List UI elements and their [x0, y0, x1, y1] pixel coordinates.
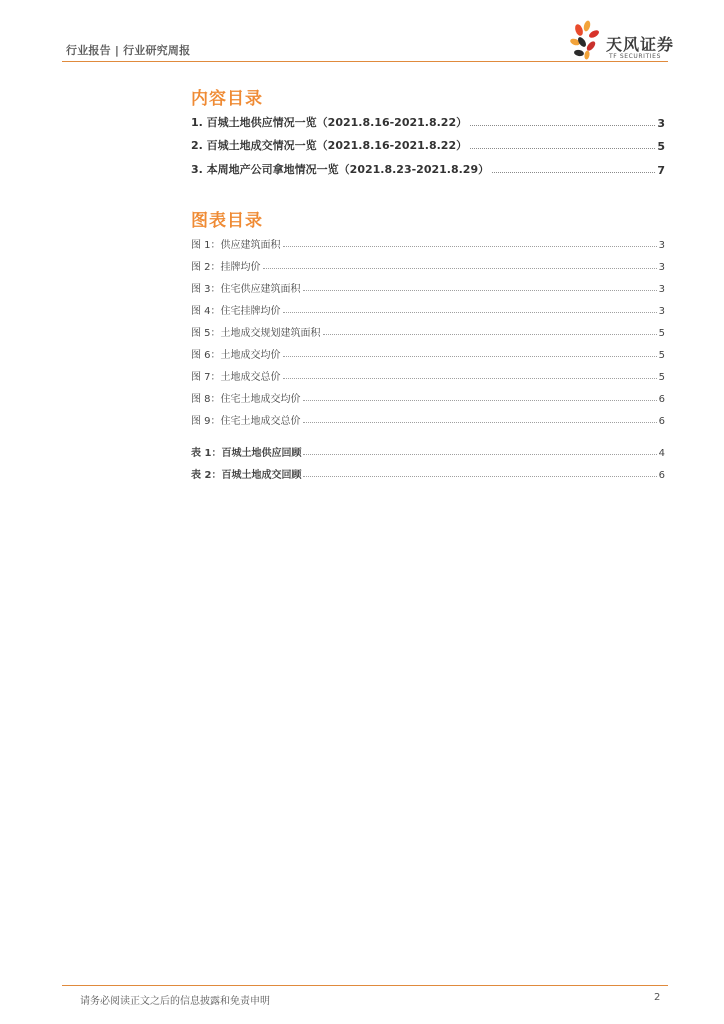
toc-entry-page: 5 [657, 140, 665, 153]
figure-entry-label: 图 9：住宅土地成交总价 [191, 416, 301, 427]
dot-leader [303, 289, 657, 291]
figure-entry-page: 6 [658, 394, 665, 405]
figure-entry-page: 5 [658, 372, 665, 383]
figure-entry-page: 5 [658, 350, 665, 361]
figure-entry[interactable] [191, 295, 665, 317]
dot-leader [492, 171, 655, 173]
figure-entry-page: 5 [658, 328, 665, 339]
toc-entry[interactable] [191, 130, 665, 154]
toc-entry-label: 1. 百城土地供应情况一览（2021.8.16-2021.8.22） [191, 115, 468, 129]
brand-name: 天风证券 [606, 35, 675, 54]
dot-leader [470, 147, 655, 149]
header-divider [62, 61, 668, 62]
figure-entry-label: 图 1：供应建筑面积 [191, 240, 281, 251]
figure-entry-page: 3 [658, 262, 665, 273]
tables-list [191, 437, 665, 481]
contents-list [191, 106, 665, 177]
flower-logo-icon [569, 20, 605, 60]
dot-leader [303, 421, 657, 423]
figure-entry-label: 图 7：土地成交总价 [191, 372, 281, 383]
table-entry-label: 表 1：百城土地供应回顾 [191, 448, 302, 459]
figure-entry[interactable] [191, 339, 665, 361]
figure-entry-label: 图 5：土地成交规划建筑面积 [191, 328, 321, 339]
dot-leader [263, 267, 657, 269]
figure-entry[interactable] [191, 229, 665, 251]
table-entry-page: 4 [658, 448, 665, 459]
table-entry-label: 表 2：百城土地成交回顾 [191, 470, 302, 481]
contents-title: 内容目录 [191, 89, 263, 109]
brand-logo [569, 20, 679, 60]
dot-leader [303, 475, 656, 477]
toc-entry-label: 3. 本周地产公司拿地情况一览（2021.8.23-2021.8.29） [191, 162, 490, 176]
figures-list [191, 229, 665, 427]
figure-entry-label: 图 2：挂牌均价 [191, 262, 261, 273]
dot-leader [303, 399, 657, 401]
figures-title: 图表目录 [191, 211, 263, 231]
figure-entry-label: 图 4：住宅挂牌均价 [191, 306, 281, 317]
dot-leader [283, 377, 657, 379]
figure-entry[interactable] [191, 405, 665, 427]
figure-entry[interactable] [191, 361, 665, 383]
table-entry[interactable] [191, 459, 665, 481]
figure-entry-page: 3 [658, 306, 665, 317]
figure-entry[interactable] [191, 317, 665, 339]
page-number: 2 [654, 992, 661, 1003]
figure-entry-page: 3 [658, 284, 665, 295]
figure-entry-label: 图 3：住宅供应建筑面积 [191, 284, 301, 295]
dot-leader [303, 453, 656, 455]
toc-entry[interactable] [191, 153, 665, 177]
figure-entry-label: 图 8：住宅土地成交均价 [191, 394, 301, 405]
brand-name-en: TF SECURITIES [609, 53, 661, 60]
figure-entry[interactable] [191, 251, 665, 273]
toc-entry-page: 7 [657, 163, 665, 177]
toc-entry-label: 2. 百城土地成交情况一览（2021.8.16-2021.8.22） [191, 139, 468, 152]
figure-entry-label: 图 6：土地成交均价 [191, 350, 281, 361]
footer-divider [62, 985, 668, 986]
figure-entry[interactable] [191, 273, 665, 295]
report-category: 行业报告 | 行业研究周报 [66, 44, 191, 57]
figure-entry[interactable] [191, 383, 665, 405]
disclaimer-text: 请务必阅读正文之后的信息披露和免责申明 [80, 996, 270, 1007]
dot-leader [323, 333, 657, 335]
dot-leader [283, 245, 657, 247]
toc-entry-page: 3 [657, 116, 665, 130]
dot-leader [283, 311, 657, 313]
table-entry-page: 6 [658, 470, 665, 481]
figure-entry-page: 3 [658, 240, 665, 251]
toc-entry[interactable] [191, 106, 665, 130]
table-entry[interactable] [191, 437, 665, 459]
dot-leader [283, 355, 657, 357]
figure-entry-page: 6 [658, 416, 665, 427]
dot-leader [470, 124, 655, 126]
